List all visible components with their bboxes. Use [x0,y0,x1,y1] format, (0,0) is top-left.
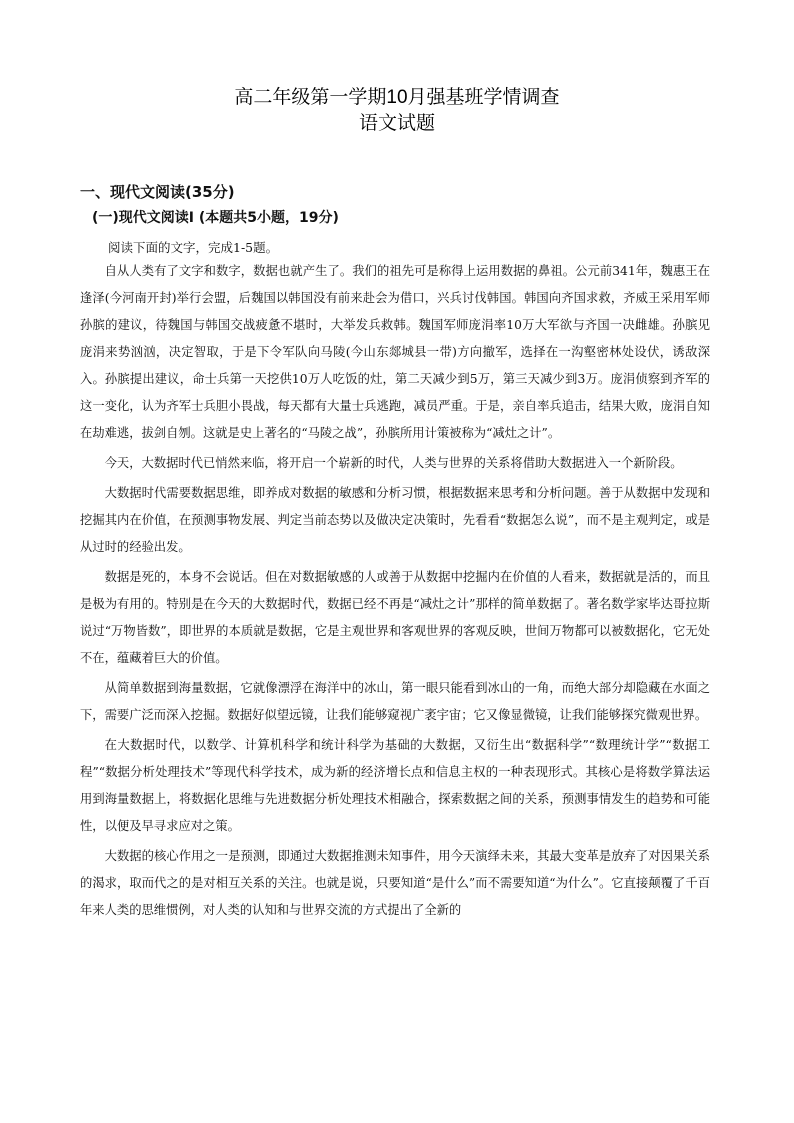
paragraph: 从简单数据到海量数据，它就像漂浮在海洋中的冰山，第一眼只能看到冰山的一角，而绝大部分却隐藏在水面之下，需要广泛而深入挖掘。数据好似望远镜，让我们能够窥视广袤宇宙；它又像显微镜，让我们能够探究微观世界。 [80,681,710,722]
paragraph: 大数据的核心作用之一是预测，即通过大数据推测未知事件，用今天演绎未来，其最大变革是放弃了对因果关系的渴求，取而代之的是对相互关系的关注。也就是说，只要知道“是什么”而不需要知道“为什么”。它直接颠覆了千百年来人类的思维惯例，对人类的认知和与世界交流的方式提出了全新的 [80,849,710,917]
paragraph: 大数据时代需要数据思维，即养成对数据的敏感和分析习惯，根据数据来思考和分析问题。善于从数据中发现和挖掘其内在价值，在预测事物发展、判定当前态势以及做决定决策时，先看看“数据怎么说”，而不是主观判定，或是从过时的经验出发。 [80,486,710,554]
paragraph: 自从人类有了文字和数字，数据也就产生了。我们的祖先可是称得上运用数据的鼻祖。公元前341年，魏惠王在逢泽(今河南开封)举行会盟，后魏国以韩国没有前来赴会为借口，兴兵讨伐韩国。韩国向齐国求救，齐威王采用军师孙膑的建议，待魏国与韩国交战疲惫不堪时，大举发兵救韩。魏国军师庞涓率10万大军欲与齐国一决雌雄。孙膑见庞涓来势汹汹，决定智取，于是下令军队向马陵(今山东郯城县一带)方向撤军，选择在一沟壑密林处设伏，诱敌深入。孙膑提出建议，命士兵第一天挖供10万人吃饭的灶，第二天减少到5万，第三天减少到3万。庞涓侦察到齐军的这一变化，认为齐军士兵胆小畏战，每天都有大量士兵逃跑，减员严重。于是，亲自率兵追击，结果大败，庞涓自知在劫难逃，拔剑自刎。这就是史上著名的“马陵之战”，孙膑所用计策被称为“减灶之计”。 [80,264,710,440]
reading-passage [80,258,710,927]
section-heading: 一、现代文阅读(35分) [80,183,235,201]
paragraph: 今天，大数据时代已悄然来临，将开启一个崭新的时代，人类与世界的关系将借助大数据进入一个新阶段。 [104,456,683,470]
subsection-heading: (一)现代文阅读Ⅰ (本题共5小题，19分) [92,210,339,226]
instruction-text: 阅读下面的文字，完成1-5题。 [108,240,279,255]
exam-subtitle: 语文试题 [358,113,435,134]
exam-title: 高二年级第一学期10月强基班学情调查 [234,87,560,108]
paragraph: 数据是死的，本身不会说话。但在对数据敏感的人或善于从数据中挖掘内在价值的人看来，数据就是活的，而且是极为有用的。特别是在今天的大数据时代，数据已经不再是“减灶之计”那样的简单数据了。著名数学家毕达哥拉斯说过“万物皆数”，即世界的本质就是数据，它是主观世界和客观世界的客观反映，世间万物都可以被数据化，它无处不在，蕴藏着巨大的价值。 [80,570,710,665]
paragraph: 在大数据时代，以数学、计算机科学和统计科学为基础的大数据，又衍生出“数据科学”“数理统计学”“数据工程”“数据分析处理技术”等现代科学技术，成为新的经济增长点和信息主权的一种表现形式。其核心是将数学算法运用到海量数据上，将数据化思维与先进数据分析处理技术相融合，探索数据之间的关系，预测事情发生的趋势和可能性，以便及早寻求应对之策。 [80,738,710,833]
